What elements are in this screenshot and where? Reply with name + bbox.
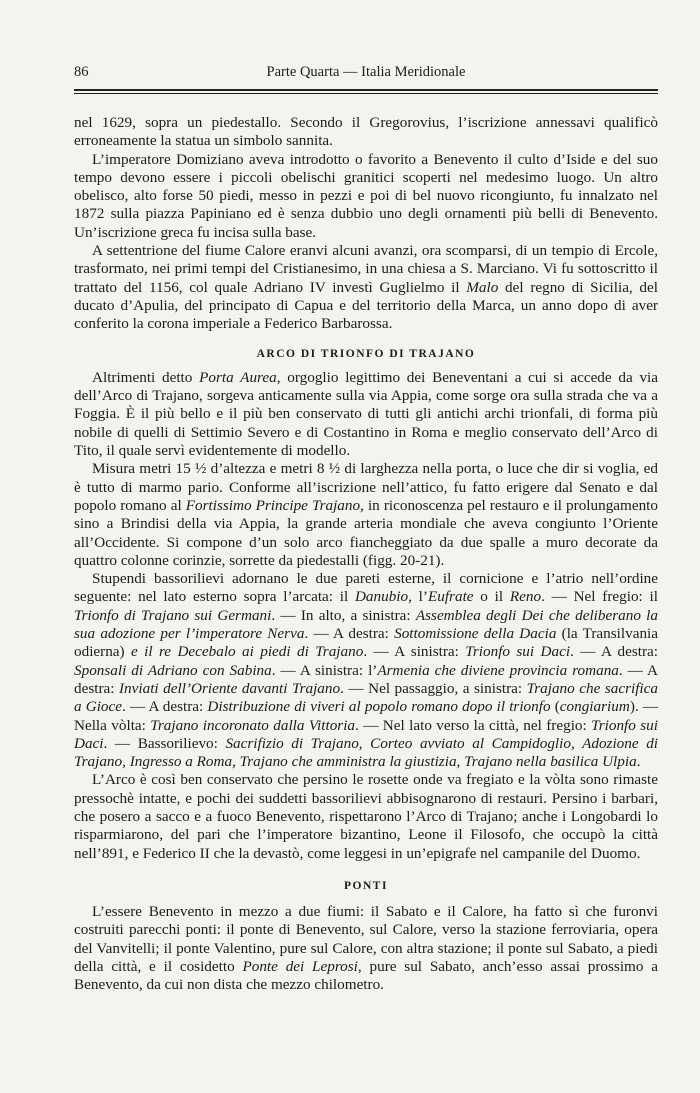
paragraph <box>74 369 658 460</box>
text: . — In alto, a sinistra: <box>271 606 416 624</box>
text: ). — Nella vòlta: <box>74 698 659 734</box>
text: , in riconoscenza pel restauro e il prolungamento sino a Brindisi della via Appia, la grande arteria mondiale che aveva congiunto l’Oriente all’Occidente. Si compone d’un solo arco fiancheggiato da due spalle a muro decorate da quattro colonne corinzie, sorrette da piedestalli (figg. 20-21). <box>74 496 658 569</box>
text: . — A sinistra: l’ <box>271 661 378 679</box>
header-rule-thin <box>74 93 658 94</box>
italic-text: Trionfo sui Daci <box>465 643 571 661</box>
italic-text: Trajano che sacrifica a Gioce <box>74 679 658 716</box>
text: , pure sul Sabato, anch’esso assai prossimo a Benevento, da cui non dista che mezzo chilometro. <box>74 958 658 994</box>
italic-text: Distribuzione di viveri al popolo romano dopo il trionfo <box>207 698 551 716</box>
italic-text: Trionfo di Trajano sui Germani <box>74 606 272 624</box>
italic-text: Reno <box>509 588 542 606</box>
text: . <box>636 753 641 771</box>
text: . — A sinistra: <box>363 643 466 661</box>
text: . — A destra: <box>74 661 658 697</box>
italic-text: Malo <box>466 278 499 296</box>
header-rule <box>74 89 658 91</box>
paragraph <box>74 460 658 570</box>
page-header <box>74 58 658 88</box>
text: . — Nel fregio: il <box>541 588 658 606</box>
paragraph <box>74 242 658 333</box>
italic-text: Sponsali di Adriano con Sabina <box>74 661 272 679</box>
italic-text: Ponte dei Leprosi <box>242 958 358 976</box>
text: L’Arco è così ben conservato che persino le rosette onde va fregiato e la vòlta sono rimaste pressochè intatte, e pochi dei suddetti bassorilievi abbisognarono di restauri. Persino i barbari, che posero a sacco e a fuoco Benevento, rispettarono l’Arco di Trajano; anche i Longobardi lo risparmiarono, del pari che l’imperatore bizantino, Leone il Filosofo, che occupò la città nell’891, e Federico II che la devastò, come leggesi in un’epigrafe nel campanile del Duomo. <box>74 771 658 862</box>
text: , orgoglio legittimo dei Beneventani a cui si accede da via dell’Arco di Trajano, sorgeva anticamente sulla via Appia, come sorge ora sulla strada che va a Foggia. È il più bello e il più ben conservato di tutti gli antichi archi trionfali, di forma più nobile di quelli di Settimio Severo e di Costantino in Roma e meglio conservato dell’Arco di Tito, il quale servì evidentemente di modello. <box>74 368 659 460</box>
text: del regno di Sicilia, del ducato d’Apulia, del principato di Capua e del territorio della Marca, un anno dopo di aver conferito la corona imperiale a Federico Barbarossa. <box>74 278 658 333</box>
paragraph <box>74 903 658 994</box>
text: o il <box>473 588 510 606</box>
paragraph <box>74 151 658 242</box>
text: . — A destra: <box>570 643 658 661</box>
text: A settentrione del fiume Calore eranvi alcuni avanzi, ora scomparsi, di un tempio di Ercole, trasformato, nei primi tempi del Cristianesimo, in una chiesa a S. Marciano. Vi fu sottoscritto il trattato del 1156, col quale Adriano IV investì Guglielmo il <box>74 242 658 296</box>
italic-text: Danubio <box>354 588 409 606</box>
text: nel 1629, sopra un piedestallo. Secondo il Gregorovius, l’iscrizione annessavi qualificò erroneamente la statua un simbolo sannita. <box>74 114 658 150</box>
text: Altrimenti detto <box>92 368 200 386</box>
italic-text: Inviati dell’Oriente davanti Trajano <box>119 679 341 697</box>
text: Stupendi bassorilievi adornano le due pareti esterne, il cornicione e l’atrio nell’ordine seguente: nel lato esterno sopra l’arcata: il <box>74 570 658 606</box>
text: Misura metri 15 ½ d’altezza e metri 8 ½ di larghezza nella porta, o luce che dir si voglia, ed è tutto di marmo pario. Conforme all’iscrizione nell’attico, fu fatto erigere dal Senato e dal popolo romano al <box>74 460 658 514</box>
italic-text: Eufrate <box>427 588 474 606</box>
italic-text: Armenia che diviene provincia romana <box>377 661 619 679</box>
paragraph <box>74 771 658 862</box>
text: , l’ <box>408 588 428 606</box>
text: . — Nel lato verso la città, nel fregio: <box>355 716 592 734</box>
page-number: 86 <box>74 64 89 80</box>
text: L’essere Benevento in mezzo a due fiumi: il Sabato e il Calore, ha fatto sì che furonvi costruiti parecchi ponti: il ponte di Benevento, sul Calore, verso la stazione ferroviaria, opera del Vanvitelli; il ponte Valentino, pure sul Calore, con altra stazione; il ponte sul Sabato, a piedi della città, e il cosidetto <box>74 903 658 976</box>
italic-text: Fortissimo Principe Trajano <box>185 496 361 514</box>
section-heading: ARCO DI TRIONFO DI TRAJANO <box>256 347 476 360</box>
italic-text: Sottomissione della Dacia <box>394 625 557 643</box>
italic-text: congiarium <box>559 698 630 716</box>
paragraph <box>74 114 658 151</box>
section-heading: PONTI <box>344 879 388 892</box>
text: . — Nel passaggio, a sinistra: <box>340 679 527 697</box>
italic-text: Trajano incoronato dalla Vittoria <box>150 716 356 734</box>
italic-text: Trionfo sui Daci <box>74 716 658 752</box>
italic-text: Assemblea degli Dei che deliberano la sua adozione per l’imperatore Nerva <box>74 606 658 643</box>
italic-text: Sacrifizio di Trajano, Corteo avviato al Campidoglio, Adozione di Trajano, Ingresso a Roma, Trajano che amministra la giustizia, Trajano nella basilica Ulpia <box>74 734 659 771</box>
text: . — A destra: <box>122 698 208 716</box>
italic-text: Porta Aurea <box>199 368 277 386</box>
text-column <box>74 114 658 995</box>
text: ( <box>550 698 560 716</box>
text: . — A destra: <box>304 625 395 643</box>
text: (la Transilvania odierna) <box>74 625 658 661</box>
running-title: Parte Quarta — Italia Meridionale <box>266 64 466 80</box>
paragraph <box>74 570 658 771</box>
italic-text: e il re Decebalo ai piedi di Trajano <box>131 643 364 661</box>
text: . — Bassorilievo: <box>103 734 226 752</box>
text: L’imperatore Domiziano aveva introdotto o favorito a Benevento il culto d’Iside e del suo tempo devono essere i piccoli obelischi granitici scoperti nel medesimo luogo. Un altro obelisco, alto forse 50 piedi, messo in pezzi e poi di bel nuovo ricongiunto, fu innalzato nel 1872 sulla piazza Papiniano ed è senza dubbio uno degli ornamenti più belli di Benevento. Un’iscrizione greca fu incisa sulla base. <box>74 150 658 241</box>
